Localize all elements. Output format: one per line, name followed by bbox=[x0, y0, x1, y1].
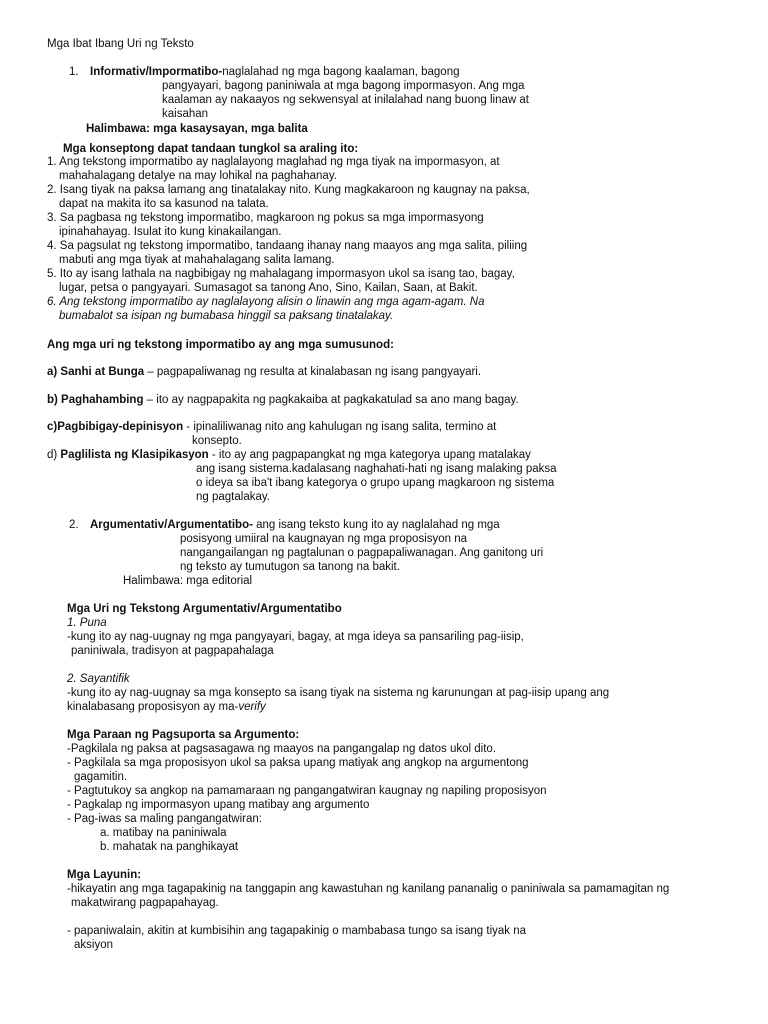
type-d-term: Paglilista ng Klasipikasyon bbox=[60, 449, 209, 461]
section-2-def-line: ang isang teksto kung ito ay naglalahad ng mga bbox=[252, 519, 500, 531]
arg-type-2-desc-italic: verify bbox=[238, 701, 266, 713]
support-sub-item: a. matibay na paniniwala bbox=[100, 827, 227, 839]
type-c bbox=[47, 420, 496, 434]
types-heading: Ang mga uri ng tekstong impormatibo ay ang mga sumusunod: bbox=[47, 339, 394, 351]
support-line: gagamitin. bbox=[74, 771, 128, 783]
type-c-term: c)Pagbibigay-depinisyon bbox=[47, 421, 184, 433]
arg-type-2-desc-text: kinalabasang proposisyon ay ma- bbox=[67, 701, 239, 713]
section-1-def-line: kaisahan bbox=[162, 108, 209, 120]
goals-line: makatwirang pagpapahayag. bbox=[71, 897, 219, 909]
arg-type-1-desc: paniniwala, tradisyon at pagpapahalaga bbox=[71, 645, 274, 657]
concept-line: 1. Ang tekstong impormatibo ay naglalayong maglahad ng mga tiyak na impormasyon, at bbox=[47, 156, 500, 168]
arg-type-2-desc: -kung ito ay nag-uugnay sa mga konsepto sa isang tiyak na sistema ng karunungan at pag-iisip upang ang bbox=[67, 687, 610, 699]
section-1-def-line: pangyayari, bagong paniniwala at mga bagong impormasyon. Ang mga bbox=[162, 80, 525, 92]
concepts-heading: Mga konseptong dapat tandaan tungkol sa araling ito: bbox=[63, 143, 359, 155]
section-1-term: Informativ/Impormatibo- bbox=[90, 66, 223, 78]
concept-line: 3. Sa pagbasa ng tekstong impormatibo, magkaroon ng pokus sa mga impormasyong bbox=[47, 212, 484, 224]
section-1-line bbox=[90, 65, 460, 79]
support-line: -Pagkilala ng paksa at pagsasagawa ng maayos na pangangalap ng datos ukol dito. bbox=[67, 743, 496, 755]
section-2-def-line: posisyong umiiral na kaugnayan ng mga proposisyon na bbox=[180, 533, 468, 545]
type-b bbox=[47, 393, 519, 407]
type-d-def: ang isang sistema.kadalasang naghahati-hati ng isang malaking paksa bbox=[196, 463, 557, 475]
type-c-def: - ipinaliliwanag nito ang kahulugan ng isang salita, termino at bbox=[183, 421, 497, 433]
concept-line: 6. Ang tekstong impormatibo ay naglalayong alisin o linawin ang mga agam-agam. Na bbox=[47, 296, 485, 308]
page-title: Mga Ibat Ibang Uri ng Teksto bbox=[47, 38, 194, 50]
arg-type-1: 1. Puna bbox=[67, 617, 107, 629]
section-number: 1. bbox=[69, 66, 79, 78]
support-line: - Pagkalap ng impormasyon upang matibay ang argumento bbox=[67, 799, 370, 811]
type-d bbox=[47, 448, 531, 462]
section-2-def-line: ng teksto ay tumutugon sa tanong na bakit. bbox=[180, 561, 400, 573]
section-2-def-line: nangangailangan ng pagtalunan o pagpapaliwanagan. Ang ganitong uri bbox=[180, 547, 544, 559]
type-b-term: b) Paghahambing bbox=[47, 394, 144, 406]
type-d-def: o ideya sa iba't ibang kategorya o grupo upang magkaroon ng sistema bbox=[196, 477, 555, 489]
section-1-example: Halimbawa: mga kasaysayan, mga balita bbox=[86, 123, 308, 135]
concept-line: dapat na makita ito sa kasunod na talata. bbox=[59, 198, 269, 210]
arg-type-2-desc bbox=[67, 700, 266, 714]
type-d-prefix: d) bbox=[47, 449, 61, 461]
arg-type-1-desc: -kung ito ay nag-uugnay ng mga pangyayari, bagay, at mga ideya sa pansariling pag-iisip, bbox=[67, 631, 524, 643]
support-sub-item: b. mahatak na panghikayat bbox=[100, 841, 239, 853]
section-1-def-line: naglalahad ng mga bagong kaalaman, bagong bbox=[222, 66, 460, 78]
type-d-def: ng pagtalakay. bbox=[196, 491, 270, 503]
concept-line: mahahalagang detalye na may lohikal na paghahanay. bbox=[59, 170, 337, 182]
section-number: 2. bbox=[69, 519, 79, 531]
type-a-term: a) Sanhi at Bunga bbox=[47, 366, 145, 378]
section-2-term: Argumentativ/Argumentatibo- bbox=[90, 519, 253, 531]
type-a bbox=[47, 365, 481, 379]
support-line: - Pag-iwas sa maling pangangatwiran: bbox=[67, 813, 262, 825]
type-c-def: konsepto. bbox=[192, 435, 242, 447]
goals-line: - papaniwalain, akitin at kumbisihin ang tagapakinig o mambabasa tungo sa isang tiyak na bbox=[67, 925, 527, 937]
goals-line: aksiyon bbox=[74, 939, 113, 951]
concept-line: 4. Sa pagsulat ng tekstong impormatibo, tandaang ihanay nang maayos ang mga salita, piliing bbox=[47, 240, 528, 252]
type-b-def: – ito ay nagpapakita ng pagkakaiba at pagkakatulad sa ano mang bagay. bbox=[143, 394, 519, 406]
concept-line: 2. Isang tiyak na paksa lamang ang tinatalakay nito. Kung magkakaroon ng kaugnay na paksa, bbox=[47, 184, 530, 196]
type-a-def: – pagpapaliwanag ng resulta at kinalabasan ng isang pangyayari. bbox=[144, 366, 482, 378]
goals-line: -hikayatin ang mga tagapakinig na tanggapin ang kawastuhan ng kanilang pananalig o paniniwala sa pamamagitan ng bbox=[67, 883, 670, 895]
section-1-def-line: kaalaman ay nakaayos ng sekwensyal at inilalahad nang buong linaw at bbox=[162, 94, 529, 106]
support-heading: Mga Paraan ng Pagsuporta sa Argumento: bbox=[67, 729, 300, 741]
section-2-line bbox=[90, 518, 500, 532]
goals-heading: Mga Layunin: bbox=[67, 869, 142, 881]
concept-line: lugar, petsa o pangyayari. Sumasagot sa tanong Ano, Sino, Kailan, Saan, at Bakit. bbox=[59, 282, 478, 294]
concept-line: mabuti ang mga tiyak at mahahalagang salita lamang. bbox=[59, 254, 335, 266]
section-2-example: Halimbawa: mga editorial bbox=[123, 575, 253, 587]
concept-line: bumabalot sa isipan ng bumabasa hinggil sa paksang tinatalakay. bbox=[59, 310, 394, 322]
concept-line: 5. Ito ay isang lathala na nagbibigay ng mahalagang impormasyon ukol sa isang tao, bagay, bbox=[47, 268, 515, 280]
support-line: - Pagtutukoy sa angkop na pamamaraan ng pangangatwiran kaugnay ng napiling proposisyon bbox=[67, 785, 547, 797]
arg-types-heading: Mga Uri ng Tekstong Argumentativ/Argumentatibo bbox=[67, 603, 342, 615]
concept-line: ipinahahayag. Isulat ito kung kinakailangan. bbox=[59, 226, 282, 238]
type-d-def: - ito ay ang pagpapangkat ng mga kategorya upang matalakay bbox=[208, 449, 531, 461]
arg-type-2: 2. Sayantifik bbox=[67, 673, 130, 685]
support-line: - Pagkilala sa mga proposisyon ukol sa paksa upang matiyak ang angkop na argumentong bbox=[67, 757, 529, 769]
